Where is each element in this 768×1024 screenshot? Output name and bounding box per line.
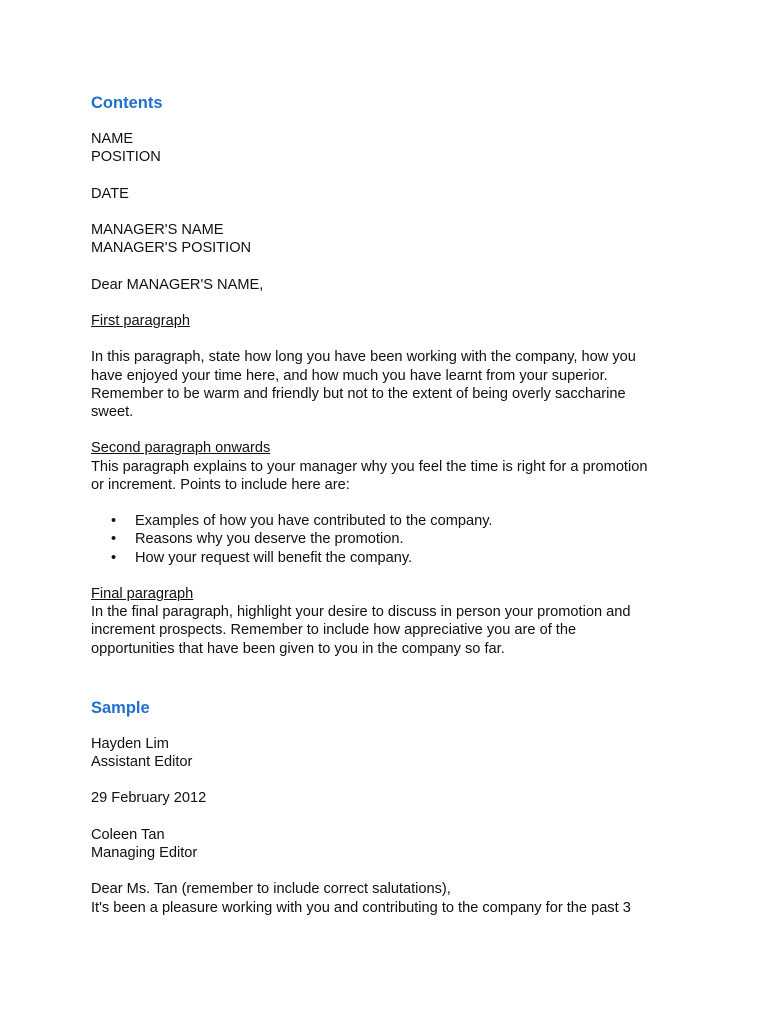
bullet-icon: •: [111, 531, 117, 548]
manager-name-placeholder: MANAGER'S NAME: [91, 221, 224, 238]
sample-position: Assistant Editor: [91, 753, 193, 770]
position-placeholder: POSITION: [91, 149, 161, 166]
list-item: [111, 530, 691, 548]
text-line: have enjoyed your time here, and how much you have learnt from your superior.: [91, 367, 608, 384]
bullet-icon: •: [111, 549, 117, 566]
bullet-icon: •: [111, 513, 117, 530]
list-item-text: How your request will benefit the company.: [135, 549, 413, 566]
text-line: sweet.: [91, 403, 134, 420]
contents-heading: Contents: [91, 94, 163, 112]
list-item-text: Reasons why you deserve the promotion.: [135, 531, 404, 548]
points-list: [91, 512, 691, 567]
first-paragraph-title: First paragraph: [91, 312, 190, 329]
sample-name: Hayden Lim: [91, 735, 169, 752]
text-line: This paragraph explains to your manager why you feel the time is right for a promotion: [91, 458, 648, 475]
final-paragraph-text: [91, 603, 691, 658]
second-paragraph-text: [91, 458, 691, 494]
list-item-text: Examples of how you have contributed to the company.: [135, 513, 493, 530]
sample-heading: Sample: [91, 698, 150, 717]
second-paragraph-title: Second paragraph onwards: [91, 440, 271, 457]
salutation-placeholder: Dear MANAGER'S NAME,: [91, 276, 264, 293]
document-page: [91, 0, 691, 917]
sample-manager-position: Managing Editor: [91, 844, 198, 861]
sample-salutation: Dear Ms. Tan (remember to include correct salutations),: [91, 881, 451, 898]
date-placeholder: DATE: [91, 185, 129, 202]
manager-position-placeholder: MANAGER'S POSITION: [91, 240, 252, 257]
sample-body-line: It's been a pleasure working with you and contributing to the company for the past 3: [91, 899, 631, 916]
text-line: opportunities that have been given to you in the company so far.: [91, 640, 505, 657]
text-line: or increment. Points to include here are:: [91, 476, 350, 493]
text-line: In this paragraph, state how long you have been working with the company, how you: [91, 349, 636, 366]
final-paragraph-title: Final paragraph: [91, 585, 194, 602]
sample-date: 29 February 2012: [91, 790, 207, 807]
list-item: [111, 512, 691, 530]
name-placeholder: NAME: [91, 131, 134, 147]
text-line: increment prospects. Remember to include how appreciative you are of the: [91, 622, 577, 639]
list-item: [111, 549, 691, 567]
first-paragraph-text: [91, 348, 691, 421]
text-line: Remember to be warm and friendly but not to the extent of being overly saccharine: [91, 385, 626, 402]
sample-manager-name: Coleen Tan: [91, 826, 165, 843]
text-line: In the final paragraph, highlight your desire to discuss in person your promotion and: [91, 604, 631, 621]
